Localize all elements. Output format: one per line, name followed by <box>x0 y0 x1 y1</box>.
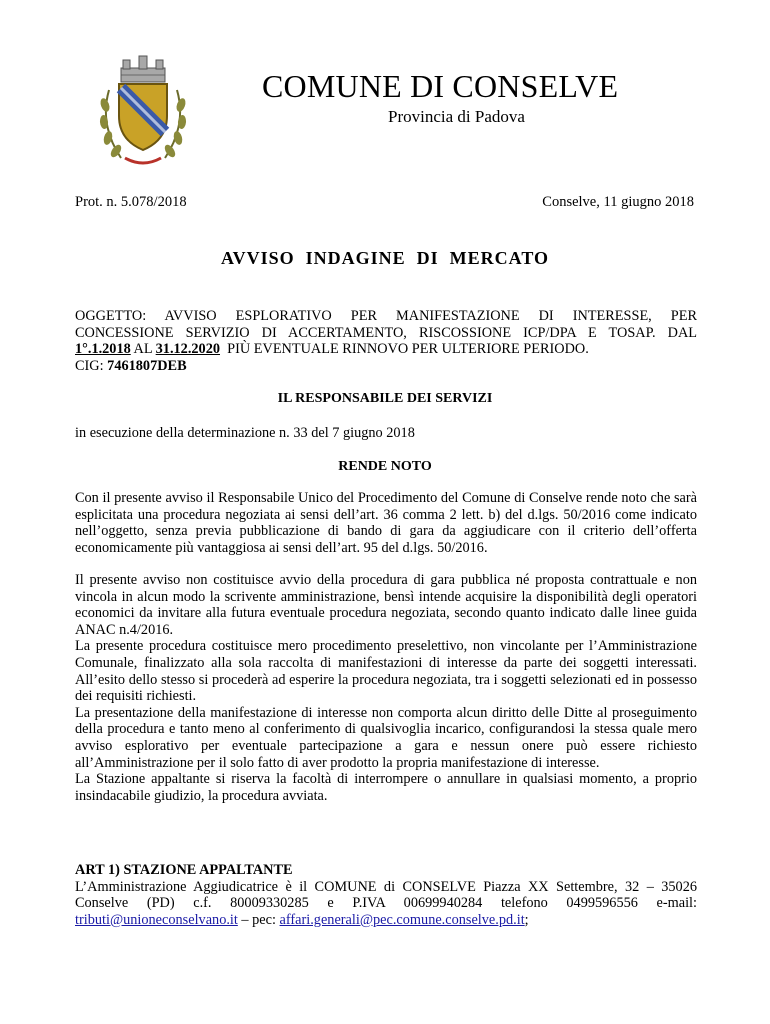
date-to: 31.12.2020 <box>155 341 220 358</box>
paragraph-group <box>75 572 697 804</box>
responsible-heading: IL RESPONSABILE DEI SERVIZI <box>277 391 493 406</box>
subject-block <box>75 308 697 374</box>
cig-line <box>75 358 697 375</box>
paragraph-4-text: La presentazione della manifestazione di interesse non comporta alcun diritto delle Ditte al proseguimento della procedura e tanto meno al conferimento di qualsivoglia incarico, configurandosi la stessa quale mero avviso esplorativo per eventuale partecipazione a gara e nessun onere può essere richiesto all’Amministrazione per il solo fatto di aver prodotto la propria manifestazione di interesse. <box>75 704 697 771</box>
pec-label: – pec: <box>237 911 280 928</box>
paragraph-1 <box>75 490 697 556</box>
art1-end: ; <box>524 911 529 928</box>
art1-heading: ART 1) STAZIONE APPALTANTE <box>75 862 293 878</box>
paragraph-1-text: Con il presente avviso il Responsabile Unico del Procedimento del Comune di Conselve rende noto che sarà esplicitata una procedura negoziata ai sensi dell’art. 36 comma 2 lett. b) del d.lgs. 50/2016 come indicato nell’oggetto, senza previa pubblicazione di bando di gara da aggiudicare con il criterio dell’offerta economicamente più vantaggiosa ai sensi dell’art. 95 del d.lgs. 50/2016. <box>75 490 697 556</box>
date-from: 1°.1.2018 <box>75 341 131 358</box>
protocol-number: Prot. n. 5.078/2018 <box>75 194 187 210</box>
notice-title <box>0 248 770 269</box>
subject-line-2: CONCESSIONE SERVIZIO DI ACCERTAMENTO, RISCOSSIONE ICP/DPA E TOSAP. DAL <box>75 324 697 341</box>
paragraph-3-text: La presente procedura costituisce mero procedimento preselettivo, non vincolante per l’Amministrazione Comunale, finalizzato alla sola raccolta di manifestazioni di interesse da parte dei soggetti interessati. All’esito dello stesso si procederà ad esperire la procedura negoziata, tra i soggetti selezionati ed in possesso dei requisiti richiesti. <box>75 638 697 705</box>
town-title: COMUNE DI CONSELVE <box>262 68 619 104</box>
notice-title-text: AVVISO INDAGINE DI MERCATO <box>220 248 550 268</box>
place-date: Conselve, 11 giugno 2018 <box>542 194 694 210</box>
art1-section <box>75 862 697 928</box>
paragraph-2-text: Il presente avviso non costituisce avvio della procedura di gara pubblica né proposta contrattuale e non vincola in alcun modo la scrivente amministrazione, bensì intende acquisire la disponibilità degli operatori economici da invitare alla futura eventuale procedura negoziata, secondo quanto indicato dalle linee guida ANAC n.4/2016. <box>75 572 697 638</box>
art1-text <box>75 879 697 929</box>
art1-body: L’Amministrazione Aggiudicatrice è il COMUNE di CONSELVE Piazza XX Settembre, 32 – 35026 Conselve (PD) c.f. 80009330285 e P.IVA 00699940284 telefono 0499596556 e-mail: <box>75 878 697 912</box>
cig-label: CIG: <box>75 357 108 374</box>
email-link[interactable]: tributi@unioneconselvano.it <box>75 911 238 928</box>
execution-text: in esecuzione della determinazione n. 33 del 7 giugno 2018 <box>75 425 415 441</box>
subject-line-1: OGGETTO: AVVISO ESPLORATIVO PER MANIFESTAZIONE DI INTERESSE, PER <box>75 308 697 324</box>
paragraph-5-text: La Stazione appaltante si riserva la facoltà di interrompere o annullare in qualsiasi momento, a proprio insindacabile giudizio, la procedura avviata. <box>75 771 697 804</box>
subject-al: AL <box>130 341 156 358</box>
pec-link[interactable]: affari.generali@pec.comune.conselve.pd.it <box>279 911 525 928</box>
cig-value: 7461807DEB <box>107 357 187 374</box>
subject-line-3 <box>75 341 697 358</box>
subject-line-3-rest: PIÙ EVENTUALE RINNOVO PER ULTERIORE PERIODO. <box>220 341 589 358</box>
municipal-crest-icon <box>95 50 191 172</box>
rende-noto-heading: RENDE NOTO <box>338 459 432 474</box>
province-subtitle: Provincia di Padova <box>388 107 525 126</box>
